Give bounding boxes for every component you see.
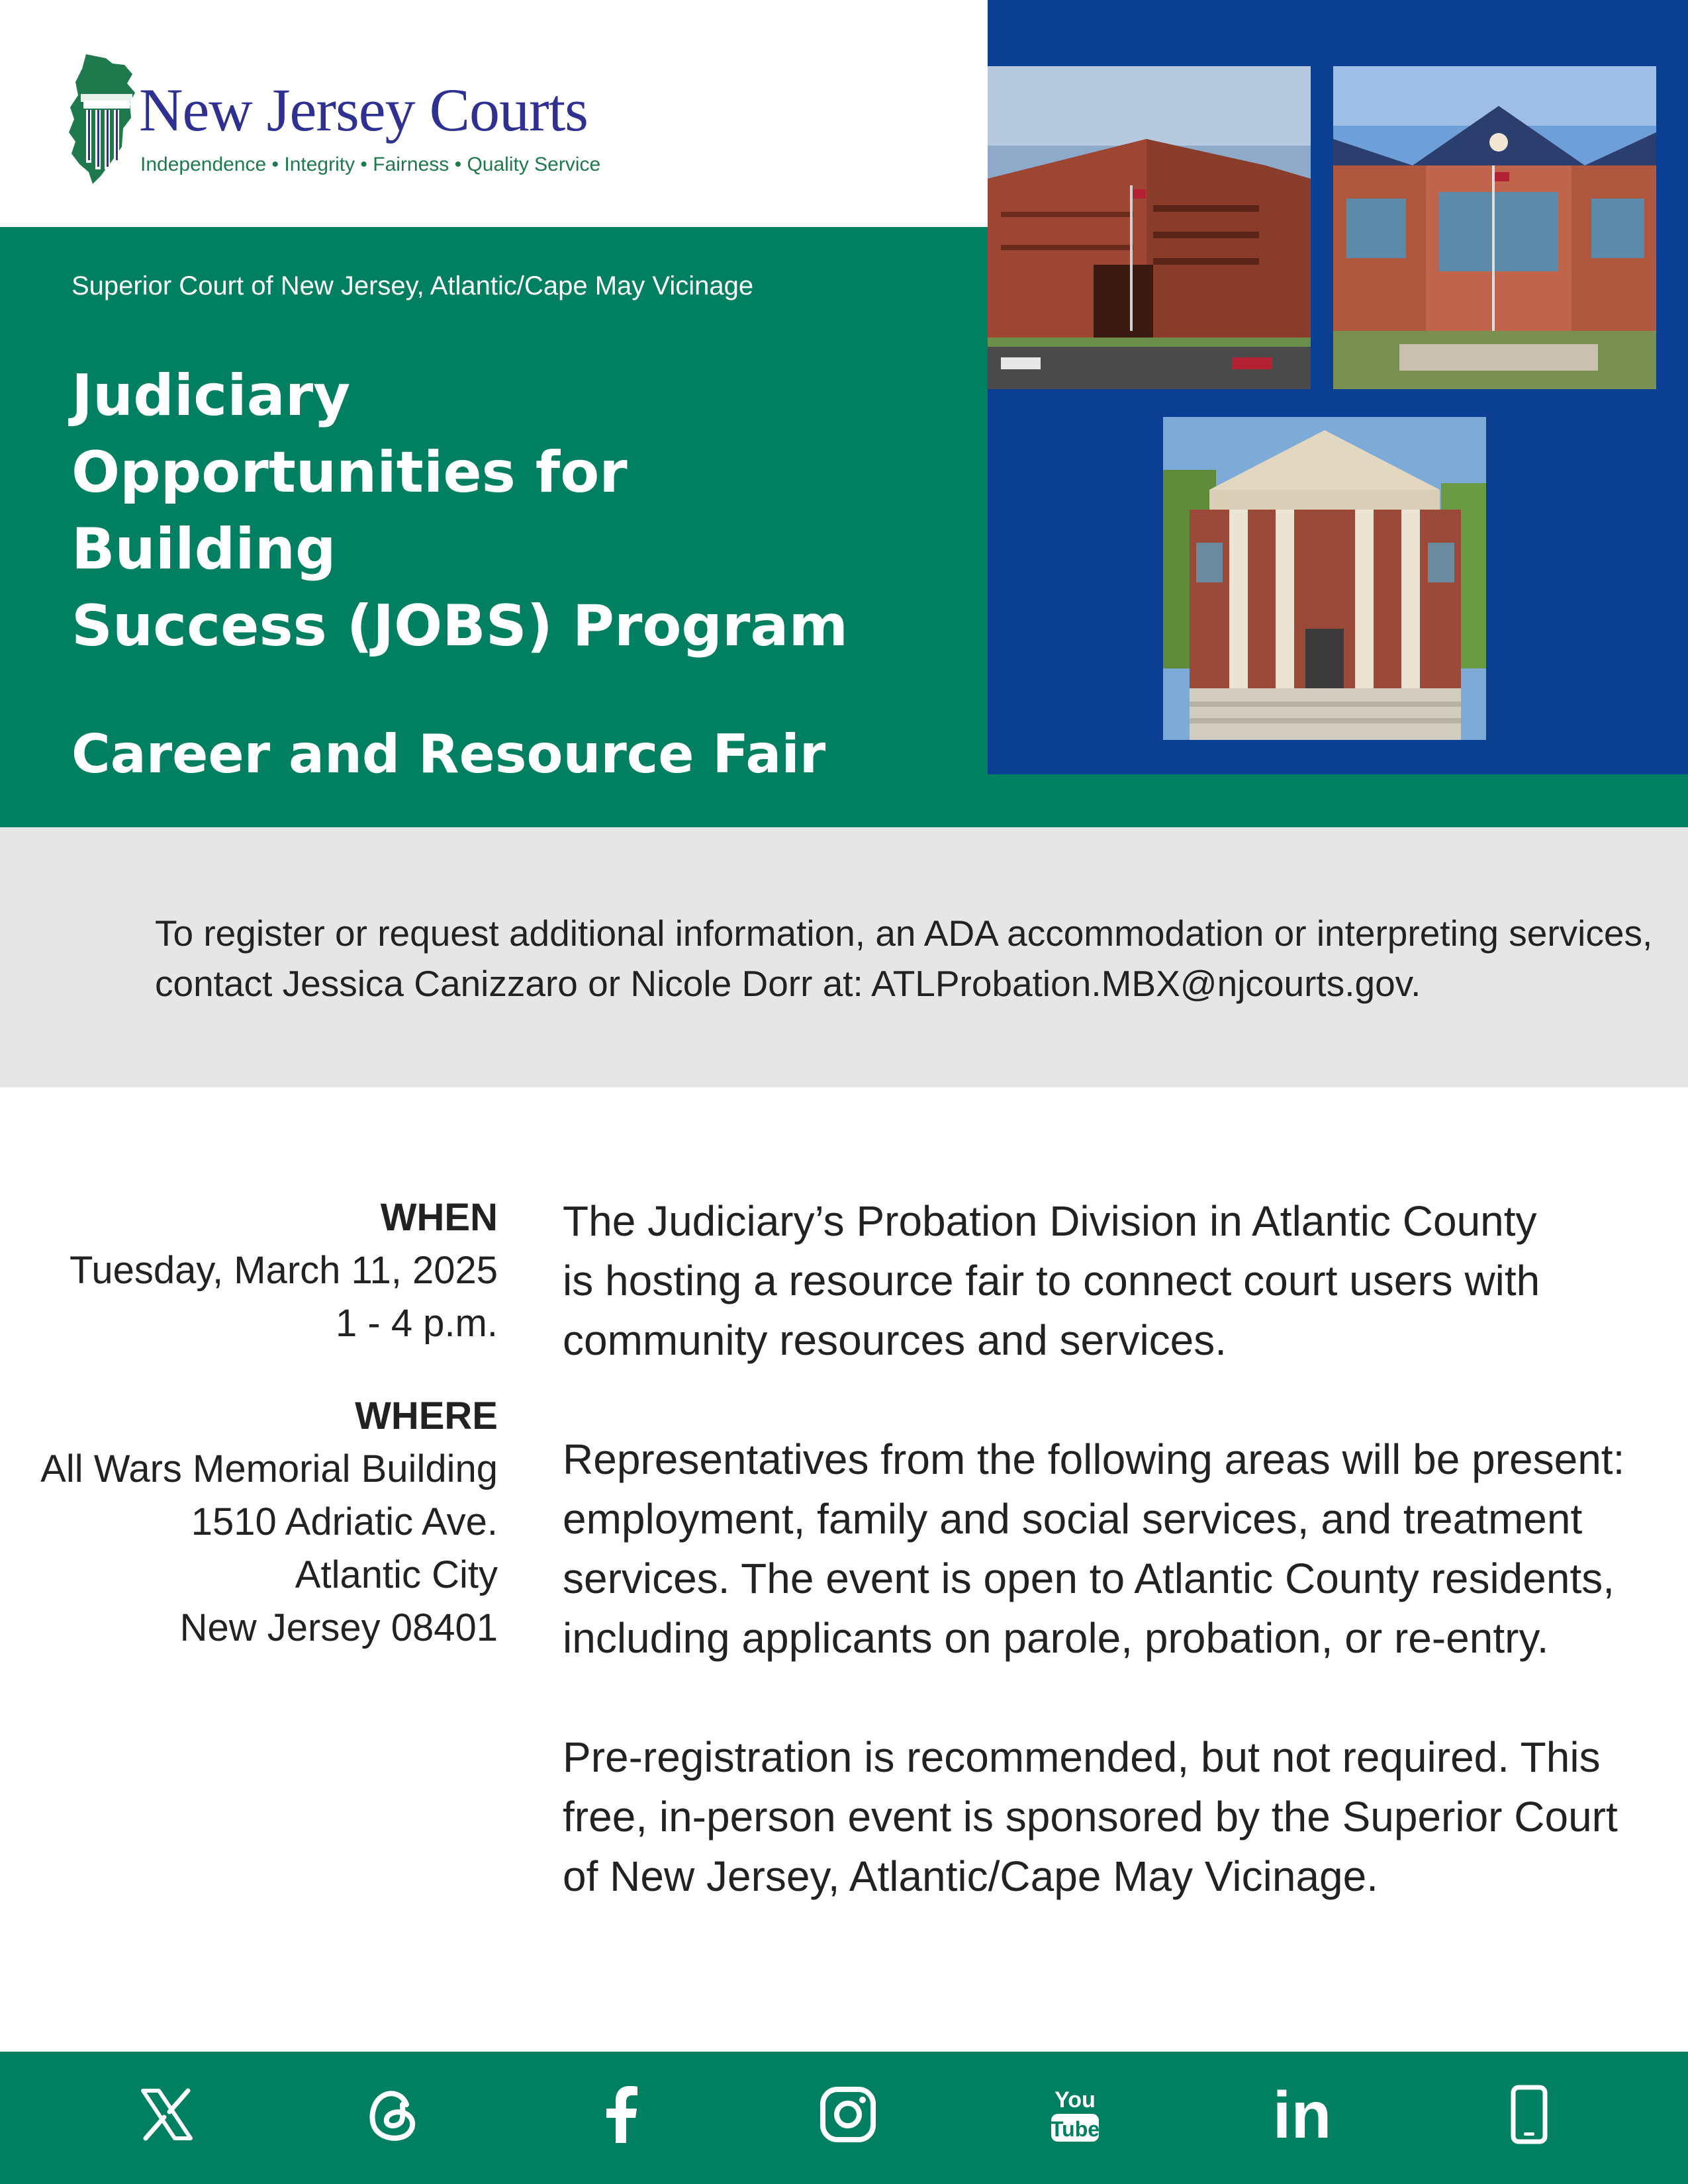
program-title-line: Opportunities for [71, 439, 628, 506]
body-line: community resources and services. [563, 1316, 1227, 1364]
courthouse-photo-modern [988, 66, 1311, 389]
logo-tagline: Independence • Integrity • Fairness • Quality Service [140, 154, 601, 175]
location-line: New Jersey 08401 [179, 1606, 498, 1649]
program-title-line: Success (JOBS) Program [71, 593, 849, 659]
program-title-line: Building [71, 516, 336, 582]
body-line: of New Jersey, Atlantic/Cape May Vicinage. [563, 1852, 1378, 1900]
body-line: free, in-person event is sponsored by the Superior Court [563, 1793, 1618, 1841]
linkedin-icon[interactable] [1266, 2078, 1338, 2151]
contact-line: contact Jessica Canizzaro or Nicole Dorr at: ATLProbation.MBX@njcourts.gov. [155, 963, 1421, 1004]
youtube-you-text: You [1055, 2087, 1096, 2113]
logo-title: New Jersey Courts [139, 76, 588, 144]
location-line: Atlantic City [295, 1553, 498, 1596]
event-details [40, 1191, 498, 1655]
body-line: employment, family and social services, and treatment [563, 1495, 1583, 1543]
x-icon[interactable] [130, 2078, 203, 2151]
court-subheading: Superior Court of New Jersey, Atlantic/Cape May Vicinage [71, 271, 754, 300]
facebook-icon[interactable] [585, 2078, 657, 2151]
contact-line: To register or request additional information, an ADA accommodation or interpreting services, [155, 913, 1653, 954]
location-line: 1510 Adriatic Ave. [191, 1500, 498, 1543]
program-title-line: Judiciary [71, 363, 351, 429]
linkedin-text: in [1272, 2085, 1332, 2144]
threads-icon[interactable] [357, 2078, 430, 2151]
body-line: services. The event is open to Atlantic County residents, [563, 1555, 1615, 1602]
body-line: Pre-registration is recommended, but not required. This [563, 1733, 1601, 1781]
youtube-tube-text: Tube [1050, 2117, 1100, 2141]
body-line: including applicants on parole, probation, or re-entry. [563, 1614, 1549, 1662]
courthouse-photo-brick [1333, 66, 1656, 389]
where-label: WHERE [355, 1394, 498, 1437]
body-line: The Judiciary’s Probation Division in Atlantic County [563, 1197, 1537, 1245]
location-line: All Wars Memorial Building [40, 1447, 498, 1490]
courthouse-photo-columns [1163, 417, 1486, 740]
event-type-heading: Career and Resource Fair [71, 723, 826, 785]
program-title [71, 357, 959, 664]
event-time: 1 - 4 p.m. [336, 1302, 498, 1345]
body-line: Representatives from the following areas will be present: [563, 1435, 1625, 1483]
green-strip [988, 774, 1688, 827]
contact-info [155, 908, 1653, 1009]
event-date: Tuesday, March 11, 2025 [70, 1249, 498, 1292]
mobile-phone-icon[interactable] [1493, 2078, 1566, 2151]
body-line: is hosting a resource fair to connect court users with [563, 1257, 1540, 1304]
when-label: WHEN [380, 1196, 498, 1239]
youtube-icon[interactable] [1039, 2078, 1111, 2151]
nj-courts-logo-icon [66, 54, 139, 187]
instagram-icon[interactable] [812, 2078, 884, 2151]
event-description [563, 1191, 1635, 1906]
